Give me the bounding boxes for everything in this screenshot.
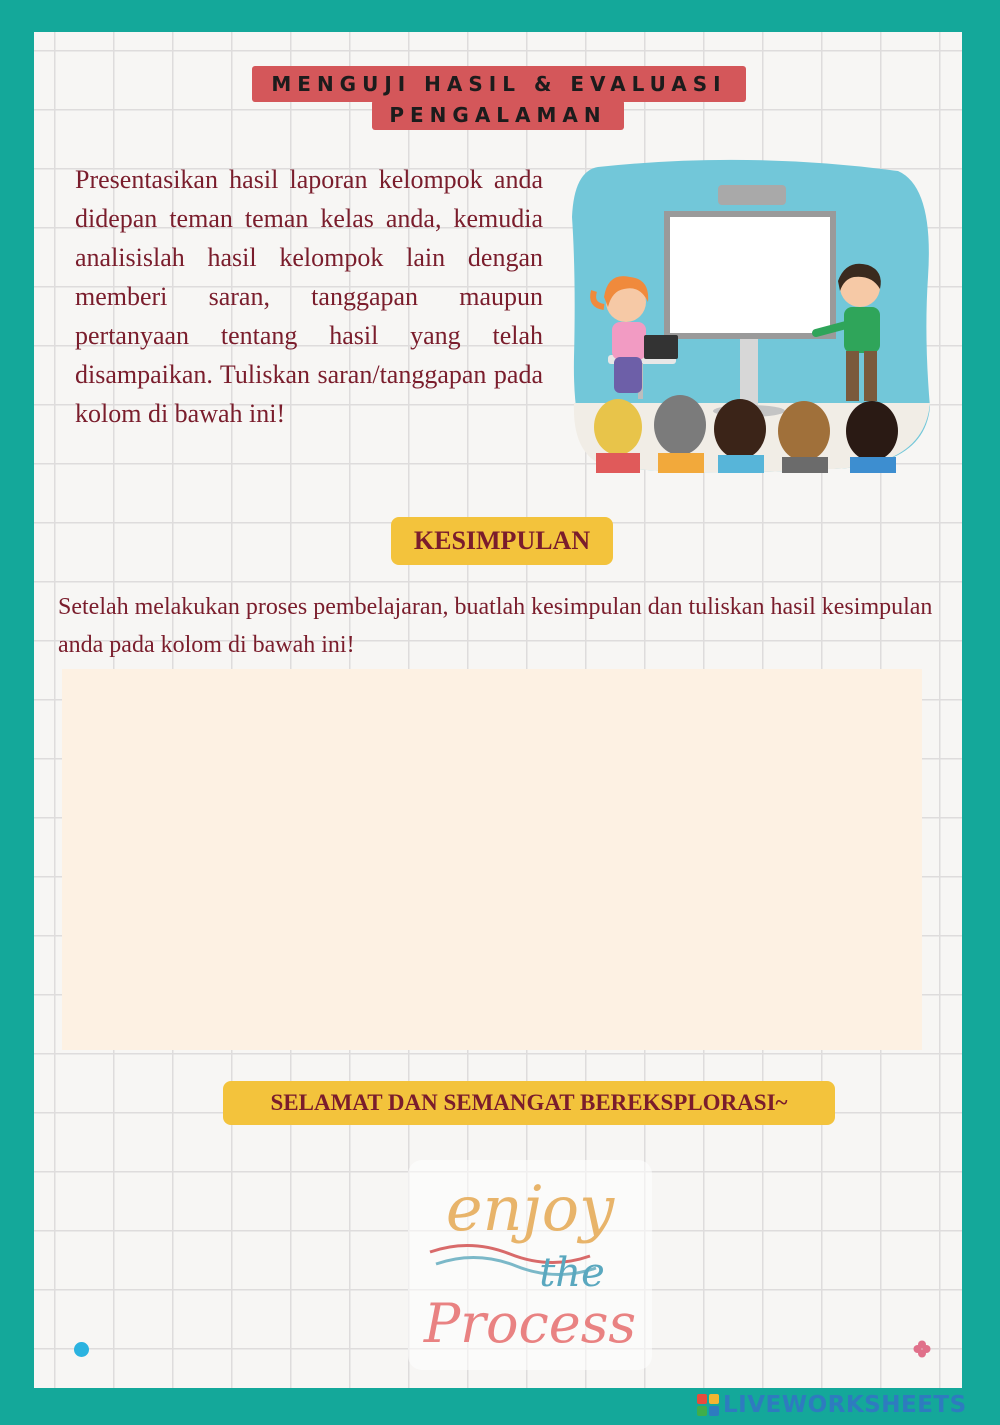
conclusion-answer-box[interactable] xyxy=(62,669,922,1050)
title-line-2: PENGALAMAN xyxy=(372,100,624,130)
enjoy-the-process-decoration xyxy=(400,1160,660,1370)
process-word: Process xyxy=(423,1292,637,1355)
classroom-presentation-illustration xyxy=(568,157,932,475)
section-title xyxy=(252,66,746,130)
title-line-1: MENGUJI HASIL & EVALUASI xyxy=(252,66,746,102)
decorative-dot-blue xyxy=(74,1342,89,1357)
conclusion-instruction: Setelah melakukan proses pembelajaran, buatlah kesimpulan dan tuliskan hasil kesimpulan anda pada kolom di bawah ini! xyxy=(58,594,933,658)
liveworksheets-text: LIVEWORKSHEETS xyxy=(723,1392,967,1418)
the-word: the xyxy=(539,1250,605,1296)
liveworksheets-logo xyxy=(697,1391,967,1419)
enjoy-word: enjoy xyxy=(445,1172,615,1245)
conclusion-label: KESIMPULAN xyxy=(391,517,613,565)
intro-paragraph: Presentasikan hasil laporan kelompok anda didepan teman teman kelas anda, kemudia analisislah hasil kelompok lain dengan memberi saran, tanggapan maupun pertanyaan tentang hasil yang telah disampaikan. Tuliskan saran/tanggapan pada kolom di bawah ini! xyxy=(75,165,543,428)
decorative-flower-icon xyxy=(913,1340,931,1358)
closing-message: SELAMAT DAN SEMANGAT BEREKSPLORASI~ xyxy=(223,1081,835,1125)
liveworksheets-icon xyxy=(697,1394,719,1416)
